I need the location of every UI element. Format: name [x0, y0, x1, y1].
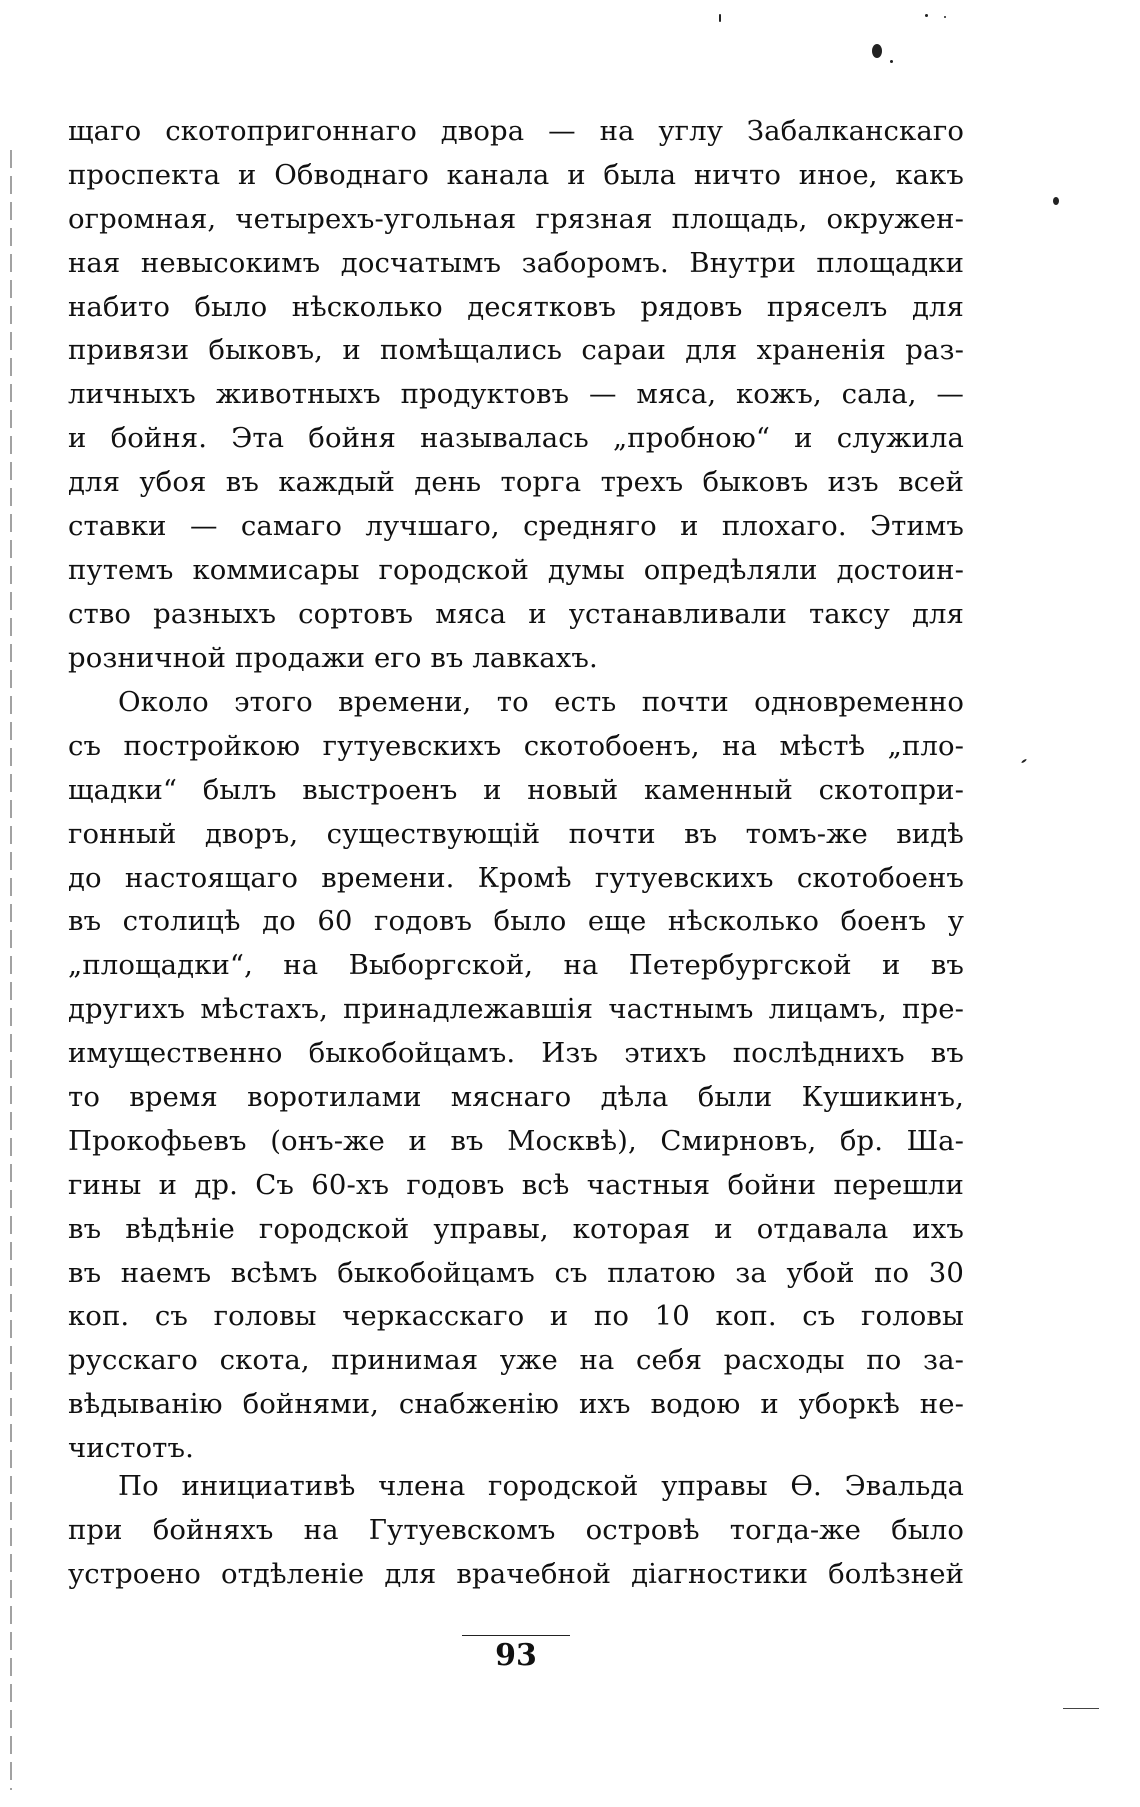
ink-speck	[890, 60, 893, 63]
text-line: съ постройкою гутуевскихъ скотобоенъ, на мѣстѣ „пло-	[68, 729, 964, 762]
text-line: Около этого времени, то есть почти одновременно	[118, 686, 964, 718]
text-line: то время воротилами мяснаго дѣла были Кушикинъ,	[68, 1081, 964, 1114]
text-line: вѣдыванію бойнями, снабженію ихъ водою и уборкѣ не-	[68, 1388, 964, 1421]
text-line: коп. съ головы черкасскаго и по 10 коп. съ головы	[68, 1300, 964, 1333]
text-line: въ столицѣ до 60 годовъ было еще нѣсколько боенъ у	[68, 905, 964, 938]
text-line: огромная, четырехъ-угольная грязная площадь, окружен-	[68, 202, 964, 235]
text-line: личныхъ животныхъ продуктовъ — мяса, кожъ, сала, —	[68, 378, 964, 411]
ink-speck	[719, 14, 721, 22]
text-line: въ вѣдѣніе городской управы, которая и отдавала ихъ	[68, 1212, 964, 1245]
ink-speck	[1021, 758, 1027, 763]
text-line: путемъ коммисары городской думы опредѣляли достоин-	[68, 553, 964, 586]
paragraph-2	[68, 681, 964, 1471]
text-line: привязи быковъ, и помѣщались сараи для храненія раз-	[68, 334, 964, 367]
text-line: для убоя въ каждый день торга трехъ быковъ изъ всей	[68, 466, 964, 499]
footer-rule	[462, 1635, 570, 1636]
page-number: 93	[495, 1638, 537, 1673]
text-line: и бойня. Эта бойня называлась „пробною“ и служила	[68, 422, 964, 455]
text-line: розничной продажи его въ лавкахъ.	[68, 641, 598, 674]
text-line: гонный дворъ, существующій почти въ томъ-же видѣ	[68, 817, 964, 850]
text-line: имущественно быкобойцамъ. Изъ этихъ послѣднихъ въ	[68, 1037, 964, 1070]
text-line: „площадки“, на Выборгской, на Петербургской и въ	[68, 949, 964, 982]
text-line: устроено отдѣленіе для врачебной діагностики болѣзней	[68, 1557, 964, 1590]
binding-edge-mark	[10, 150, 12, 1790]
text-line: щаго скотопригоннаго двора — на углу Забалканскаго	[68, 115, 964, 147]
text-line: ная невысокимъ досчатымъ заборомъ. Внутри площадки	[68, 246, 964, 279]
text-line: По инициативѣ члена городской управы Ѳ. Эвальда	[118, 1470, 964, 1502]
text-line: гины и др. Съ 60-хъ годовъ всѣ частныя бойни перешли	[68, 1168, 964, 1201]
ink-speck	[872, 44, 882, 58]
paragraph-1	[68, 110, 964, 681]
ink-speck	[925, 14, 928, 17]
text-line: проспекта и Обводнаго канала и была ничто иное, какъ	[68, 158, 964, 191]
ink-speck	[1053, 197, 1059, 205]
text-line: набито было нѣсколько десятковъ рядовъ пряселъ для	[68, 290, 964, 323]
text-line: ство разныхъ сортовъ мяса и устанавливали таксу для	[68, 597, 964, 630]
text-line: Прокофьевъ (онъ-же и въ Москвѣ), Смирновъ, бр. Ша-	[68, 1124, 964, 1157]
text-line: щадки“ былъ выстроенъ и новый каменный скотопри-	[68, 773, 964, 806]
text-line: при бойняхъ на Гутуевскомъ островѣ тогда-же было	[68, 1513, 964, 1546]
margin-rule	[1063, 1708, 1099, 1709]
text-line: ставки — самаго лучшаго, средняго и плохаго. Этимъ	[68, 510, 964, 543]
text-line: въ наемъ всѣмъ быкобойцамъ съ платою за убой по 30	[68, 1256, 964, 1289]
paragraph-3	[68, 1465, 964, 1597]
text-line: русскаго скота, принимая уже на себя расходы по за-	[68, 1344, 964, 1377]
ink-speck	[944, 16, 946, 18]
text-line: другихъ мѣстахъ, принадлежавшія частнымъ лицамъ, пре-	[68, 993, 964, 1026]
text-line: чистотъ.	[68, 1432, 194, 1465]
text-line: до настоящаго времени. Кромѣ гутуевскихъ скотобоенъ	[68, 861, 964, 894]
